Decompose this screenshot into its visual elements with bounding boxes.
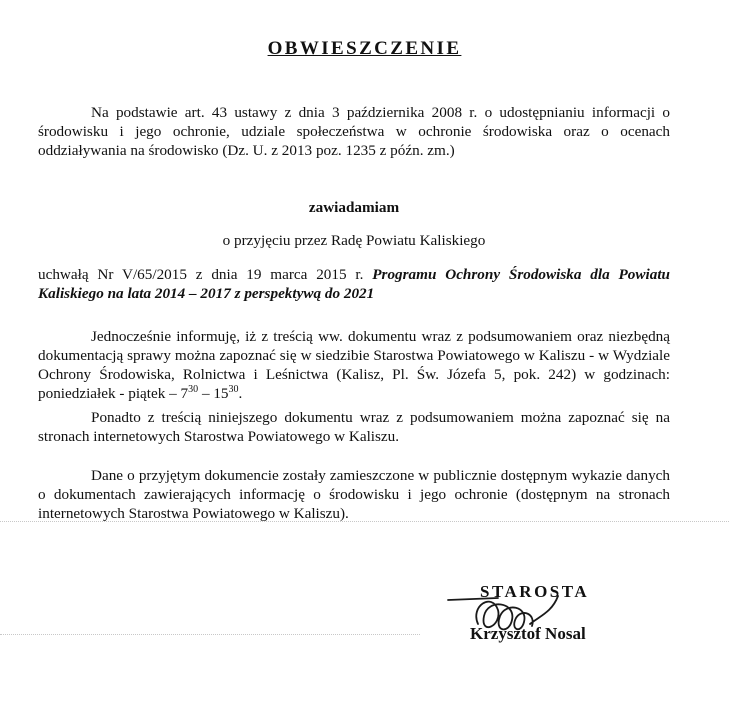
info-text: Jednocześnie informuję, iż z treścią ww. dokumentu wraz z podsumowaniem oraz niezbędną dokumentacją sprawy można zapoznać się w siedzibie Starostwa Powiatowego w Kaliszu - w Wydziale Ochrony Środowiska, Rolnictwa i Leśnictwa (Kalisz, Pl. Św. Józefa 5, pok. 242) w godzinach: poniedziałek - piątek – [38,328,670,402]
notice-word: zawiadamiam [308,199,400,216]
scan-dotted-line [0,634,420,635]
stamp-office: STAROSTA [480,582,590,601]
hours-start-minutes: 30 [188,384,199,395]
hours-end: . [238,385,243,402]
scan-dotted-line [0,521,729,522]
online-paragraph: Ponadto z treścią niniejszego dokumentu wraz z podsumowaniem można zapoznać się na stronach internetowych Starostwa Powiatowego w Kaliszu. [38,409,670,445]
program-title: Programu Ochrony Środowiska dla Powiatu Kaliskiego na lata 2014 – 2017 z perspektywą do 2021 [38,266,670,302]
resolution-paragraph [38,265,670,303]
adoption-line: o przyjęciu przez Radę Powiatu Kaliskiego [222,232,486,249]
document-title: OBWIESZCZENIE [267,38,462,59]
intro-paragraph: Na podstawie art. 43 ustawy z dnia 3 października 2008 r. o udostępnianiu informacji o środowisku i jego ochronie, udziale społeczeństwa w ochronie środowiska oraz o ocenach oddziaływania na środowisko (Dz. U. z 2013 poz. 1235 z późn. zm.) [38,104,670,159]
hours-end-minutes: 30 [228,384,239,395]
hours-separator: – 15 [201,385,229,402]
handwritten-signature [440,586,590,656]
resolution-prefix: uchwałą Nr V/65/2015 z dnia 19 marca 2015 r. [38,266,364,283]
hours-start: 7 [180,385,189,402]
info-paragraph [38,327,670,403]
registry-paragraph: Dane o przyjętym dokumencie zostały zamieszczone w publicznie dostępnym wykazie danych o dokumentach zawierających informację o środowisku i jego ochronie (dostępnym na stronach internetowych Starostwa Powiatowego w Kaliszu). [38,467,670,522]
stamp-name: Krzysztof Nosal [470,624,586,643]
